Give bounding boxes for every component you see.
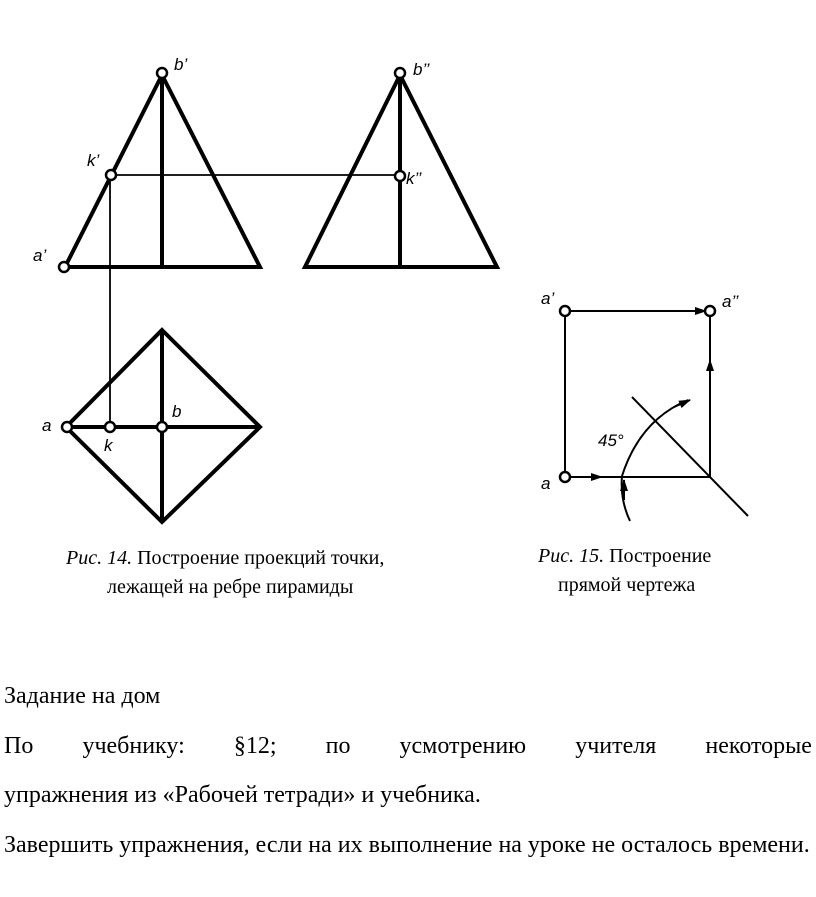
hw-word: §12; [233,733,277,759]
label-k-prime: k’ [87,151,100,170]
angle-label: 45° [598,431,624,450]
figure-15 [537,289,748,596]
fig14-caption-text: Построение проекций точки, [132,547,385,569]
fig15-label-a-double-prime: a’’ [722,292,739,311]
homework-line-3: Завершить упражнения, если на их выполнение на уроке не осталось времени. [4,832,810,858]
hw-word: усмотрению [399,733,527,759]
label-b-double-prime: b’’ [413,60,430,79]
fig15-caption-text: Построение [604,545,712,567]
label-b: b [172,402,182,421]
fig14-caption-line1 [65,547,384,569]
hw-word: по [325,733,351,759]
hw-word: учебнику: [82,733,185,759]
label-a: a [42,416,52,435]
figure-14 [33,55,497,598]
homework-line-2: упражнения из «Рабочей тетради» и учебника. [4,782,481,808]
frontal-projection-triangle [65,75,260,267]
homework-title: Задание на дом [4,683,161,709]
fig15-caption-number: Рис. 15. [538,545,605,567]
label-a-prime: a’ [33,246,47,265]
fig15-label-a-prime: a’ [541,289,555,308]
homework-line-1 [4,733,812,761]
projection-link-lines [110,175,400,427]
fig15-point-markers [560,306,715,482]
label-k-double-prime: k’’ [406,169,422,188]
fig15-label-a: a [541,474,551,493]
hw-word: учителя [575,733,657,759]
fig14-caption-number: Рис. 14. [66,547,133,569]
fig15-caption-line2: прямой чертежа [558,574,696,596]
construction-lines [565,311,748,521]
hw-word: По [4,733,34,759]
label-k: k [104,436,113,455]
hw-word: некоторые [705,733,812,759]
fig15-caption-line1 [537,545,711,567]
label-b-prime: b’ [174,55,188,74]
fig14-caption-line2: лежащей на ребре пирамиды [107,576,354,598]
